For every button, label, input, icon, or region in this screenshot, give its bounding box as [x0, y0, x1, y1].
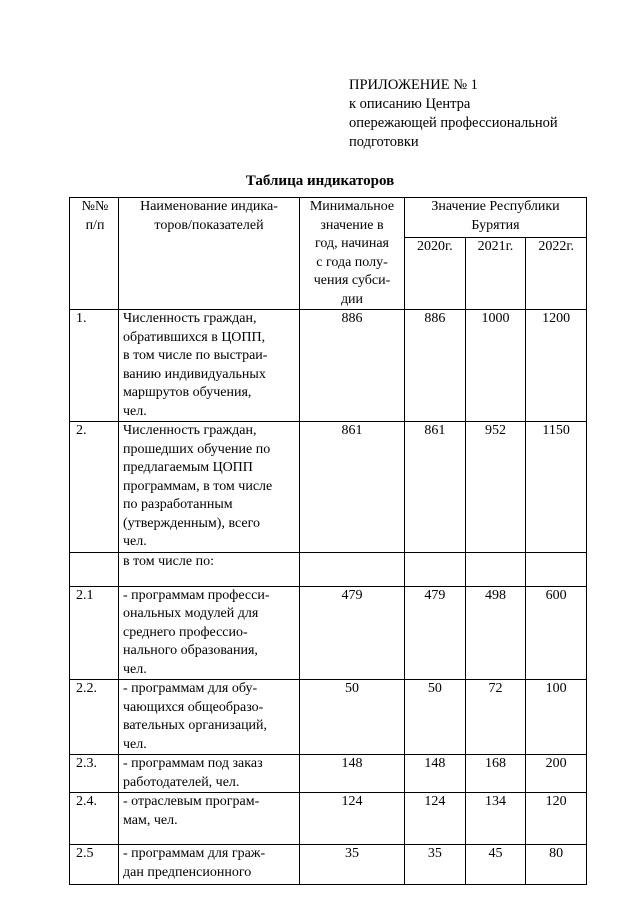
value-2022: 200: [526, 755, 587, 793]
value-2020: 861: [405, 422, 466, 553]
minimum-value: 50: [300, 680, 405, 755]
appendix-line: к описанию Центра: [349, 96, 471, 112]
value-2021: 168: [465, 755, 526, 793]
row-number: 2.3.: [70, 755, 119, 793]
minimum-value: 148: [300, 755, 405, 793]
indicator-name: Численность граждан, прошедших обучение по предлагаемым ЦОПП программам, в том числе по разработанным (утвержденным), всего чел.: [119, 422, 300, 553]
table-row: [70, 680, 587, 755]
minimum-value: 886: [300, 310, 405, 422]
header-year-2020: 2020г.: [405, 238, 466, 310]
value-2020: 886: [405, 310, 466, 422]
row-number: 2.1: [70, 586, 119, 680]
value-2022: 1150: [526, 422, 587, 553]
indicator-name: - программам для обу- чающихся общеобразо- вательных организаций, чел.: [119, 680, 300, 755]
value-2020: 50: [405, 680, 466, 755]
indicator-name: - программам для граж- дан предпенсионного: [119, 845, 300, 885]
appendix-title: ПРИЛОЖЕНИЕ № 1: [349, 77, 478, 93]
value-2021: 952: [465, 422, 526, 553]
value-2020: 35: [405, 845, 466, 885]
value-2020: 124: [405, 793, 466, 845]
row-number: [70, 552, 119, 586]
value-2022: 1200: [526, 310, 587, 422]
header-minimum-value: Минимальное значение в год, начиная с года полу- чения субси- дии: [300, 198, 405, 310]
header-indicator-name: Наименование индика- торов/показателей: [119, 198, 300, 310]
header-region-values: Значение Республики Бурятия: [405, 198, 587, 238]
value-2021: [465, 552, 526, 586]
table-row: [70, 845, 587, 885]
indicator-name: Численность граждан, обратившихся в ЦОПП, в том числе по выстраи- ванию индивидуальных маршрутов обучения, чел.: [119, 310, 300, 422]
value-2020: [405, 552, 466, 586]
table-row: [70, 755, 587, 793]
table-title: Таблица индикаторов: [245, 173, 395, 189]
table-row: [70, 422, 587, 553]
row-number: 2.4.: [70, 793, 119, 845]
minimum-value: 35: [300, 845, 405, 885]
value-2021: 72: [465, 680, 526, 755]
appendix-header: [349, 76, 609, 152]
value-2022: [526, 552, 587, 586]
appendix-line: опережающей профессиональной: [349, 115, 558, 131]
table-row: [70, 310, 587, 422]
table-row: [70, 586, 587, 680]
minimum-value: 479: [300, 586, 405, 680]
row-number: 2.: [70, 422, 119, 553]
table-row: [70, 793, 587, 845]
value-2020: 148: [405, 755, 466, 793]
header-number: №№ п/п: [70, 198, 119, 310]
appendix-line: подготовки: [349, 134, 419, 150]
indicator-name: - программам под заказ работодателей, чел.: [119, 755, 300, 793]
row-number: 2.5: [70, 845, 119, 885]
header-year-2021: 2021г.: [465, 238, 526, 310]
value-2022: 80: [526, 845, 587, 885]
header-year-2022: 2022г.: [526, 238, 587, 310]
indicator-name: - отраслевым програм- мам, чел.: [119, 793, 300, 845]
value-2022: 100: [526, 680, 587, 755]
value-2022: 120: [526, 793, 587, 845]
minimum-value: 861: [300, 422, 405, 553]
table-row: [70, 552, 587, 586]
indicator-name: - программам професси- ональных модулей для среднего профессио- нального образования, чел.: [119, 586, 300, 680]
row-number: 1.: [70, 310, 119, 422]
value-2020: 479: [405, 586, 466, 680]
value-2021: 134: [465, 793, 526, 845]
indicator-name: в том числе по:: [119, 552, 300, 586]
value-2021: 1000: [465, 310, 526, 422]
row-number: 2.2.: [70, 680, 119, 755]
minimum-value: 124: [300, 793, 405, 845]
value-2021: 45: [465, 845, 526, 885]
minimum-value: [300, 552, 405, 586]
value-2022: 600: [526, 586, 587, 680]
indicators-table: [69, 197, 587, 885]
value-2021: 498: [465, 586, 526, 680]
